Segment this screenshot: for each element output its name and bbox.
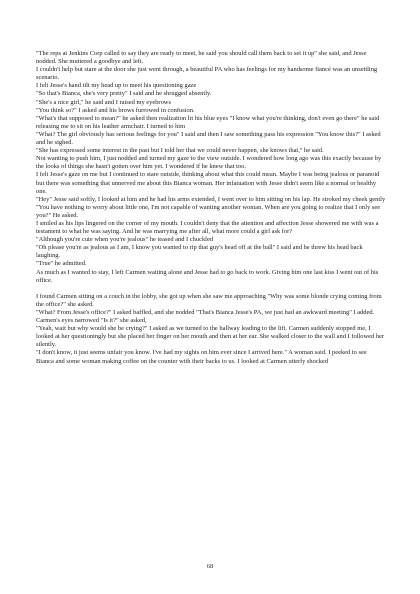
paragraph: "Yeah, wait but why would she be crying?" I asked as we turned to the hallway leading to the lift. Carmen suddenly stopped me, I looked at her questioningly but she placed her finger on her mouth and then at her ear. She walked closer to the wall and I followed her silently. [36, 325, 385, 349]
page-number: 68 [206, 563, 214, 570]
paragraph: I felt Jesse's hand tilt my head up to meet his questioning gaze [36, 82, 197, 90]
paragraph: "You have nothing to worry about little one, I'm not capable of wanting another woman. When are you going to realize that I only see you?" He asked. [36, 203, 381, 219]
paragraph: As much as I wanted to stay, I left Carmen waiting alone and Jesse had to go back to work. Giving him one last kiss I went out of his office. [36, 268, 379, 284]
paragraph: I couldn't help but stare at the door she just went through, a beautiful PA who has feelings for my handsome fiancé was an unsettling scenario. [36, 66, 378, 82]
paragraph: "So that's Bianca, she's very pretty" I said and he shrugged absently. [36, 90, 212, 98]
paragraph: I felt Jesse's gaze on me but I continued to stare outside, thinking about what this could mean. Maybe I was being jealous or paranoid but there was something that unnerved me about this Bianca woman. Her infatuation with Jesse didn't seem like a normal or healthy one. [36, 171, 380, 195]
paragraph: Carmen's eyes narrowed "Is it?" she asked, [36, 317, 147, 325]
paragraph: "You think so?" I asked and his brows furrowed in confusion. [36, 106, 195, 114]
paragraph: "What's that supposed to mean?" he asked then realization lit his blue eyes "I know what you're thinking, don't even go there" he said releasing me to sit on his leather armchair. I turned to him [36, 114, 380, 130]
paragraph: "Oh please you're as jealous as I am, I know you wanted to rip that guy's head off at the ball" I said and he threw his head back laughing. [36, 244, 363, 260]
body-text [36, 50, 386, 366]
paragraph: "The reps at Jenkins Corp called to say they are ready to meet, he said you should call them back to set it up" she said, and Jesse nodded. She muttered a goodbye and left. [36, 50, 367, 66]
paragraph: I found Carmen sitting on a couch in the lobby, she got up when she saw me approaching "Why was some blonde crying coming from the office?" she asked. [36, 292, 382, 308]
text-section-2 [36, 293, 386, 366]
paragraph: "She's a nice girl," he said and I raised my eyebrows [36, 98, 171, 106]
paragraph: "Although you're cute when you're jealous" he teased and I chuckled [36, 236, 214, 244]
paragraph: Not wanting to push him, I just nodded and turned my gaze to the view outside. I wondered how long ago was this exactly because by the looks of things she hasn't gotten over him yet. I wondered if he knew that too. [36, 155, 382, 171]
paragraph: "She has expressed some interest in the past but I told her that we could never happen, she knows that," he said. [36, 147, 324, 155]
paragraph: "What? The girl obviously has serious feelings for you" I said and then I saw something pass his expression "You know this?" I asked and he sighed. [36, 130, 381, 147]
paragraph: "Hey" Jesse said softly, I looked at him and he had his arms extended, I went over to him sitting on his lap. He stroked my cheek gently [36, 195, 386, 203]
paragraph: I smiled as his lips lingered on the corner of my mouth. I couldn't deny that the attention and affection Jesse showered me with was a testament to what he was saying. And he was marrying me after all, what more could a girl ask for? [36, 219, 379, 236]
text-section-1 [36, 50, 386, 285]
section-break [36, 285, 386, 293]
paragraph: "I don't know, it just seems unfair you know. I've had my sights on him ever since I arrived here." A woman said. I peeked to see Bianca and some woman making coffee on the counter with their backs to us. I looked at Carmen utterly shocked [36, 349, 367, 365]
paragraph: "True" he admitted. [36, 260, 87, 268]
paragraph: "What? From Jesse's office?" I asked baffled, and she nodded "That's Bianca Jesse's PA, we just had an awkward meeting" I added. [36, 309, 375, 316]
